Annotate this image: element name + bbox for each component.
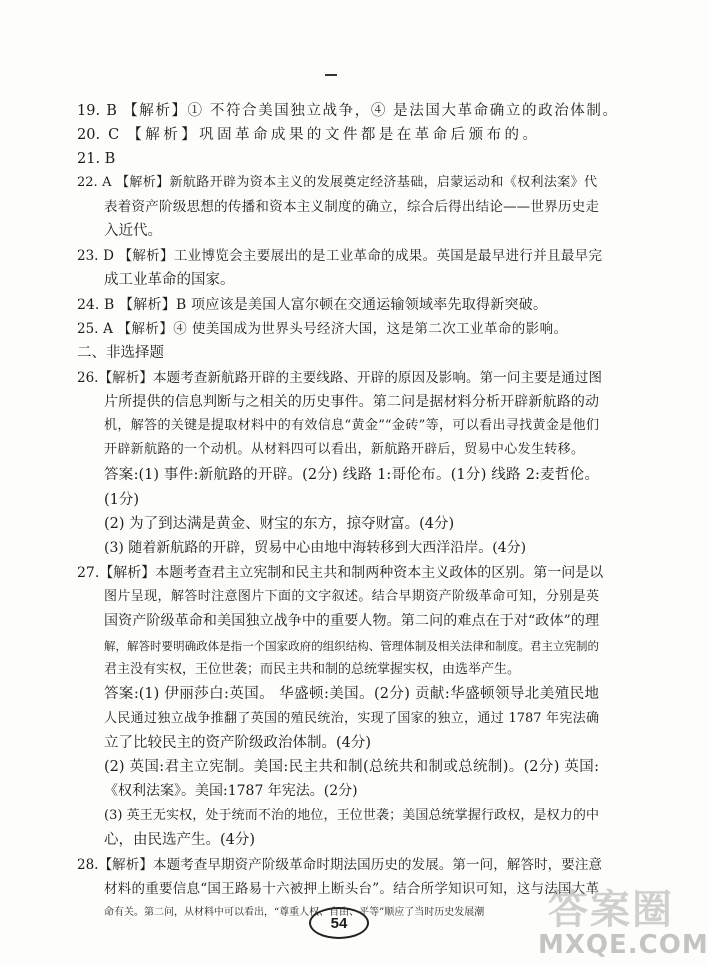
text-line-17: (1分) xyxy=(104,492,140,508)
text-line-32: 28.【解析】本题考查早期资产阶级革命时期法国历史的发展。第一问，解答时，要注意 xyxy=(77,857,602,873)
text-line-34: 命有关。第二问，从材料中可以看出，“尊重人权、自由、平等”顺应了当时历史发展潮 xyxy=(104,907,485,918)
text-line-1: 19. B 【解析】① 不符合美国独立战争，④ 是法国大革命确立的政治体制。 xyxy=(77,103,617,119)
text-line-19: (3) 随着新航路的开辟，贸易中心由地中海转移到大西洋沿岸。(4分) xyxy=(104,540,527,556)
text-line-29: 《权利法案》。美国:1787 年宪法。(2分) xyxy=(104,783,358,799)
text-line-6: 入近代。 xyxy=(104,223,162,239)
text-line-31: 心，由民选产生。(4分) xyxy=(104,832,256,848)
text-line-3: 21. B xyxy=(77,151,116,167)
text-line-20: 27.【解析】本题考查君主立宪制和民主共和制两种资本主义政体的区别。第一问是以 xyxy=(77,565,604,581)
text-line-2: 20. C 【解析】巩固革命成果的文件都是在革命后颁布的。 xyxy=(77,127,537,143)
text-line-11: 二、非选择题 xyxy=(77,345,164,361)
text-line-8: 成工业革命的国家。 xyxy=(104,272,235,288)
watermark-logo: 答案圈 xyxy=(548,887,674,933)
text-line-21: 图片呈现，解答时注意图片下面的文字叙述。结合早期资产阶级革命可知，分别是英 xyxy=(104,589,599,604)
page-number: 54 xyxy=(309,907,369,939)
watermark-url: MXQE.COM xyxy=(538,930,709,960)
text-line-16: 答案:(1) 事件:新航路的开辟。(2分) 线路 1:哥伦布。(1分) 线路 2:麦哲伦。 xyxy=(104,467,599,483)
text-line-18: (2) 为了到达满是黄金、财宝的东方，掠夺财富。(4分) xyxy=(104,516,455,532)
text-line-14: 机，解答的关键是提取材料中的有效信息“黄金”“金砖”等，可以看出寻找黄金是他们 xyxy=(104,418,599,433)
text-line-13: 片所提供的信息判断与之相关的历史事件。第二问是据材料分析开辟新航路的动 xyxy=(104,394,599,410)
text-line-33: 材料的重要信息“国王路易十六被押上断头台”。结合所学知识可知，这与法国大革 xyxy=(104,881,599,897)
text-line-22: 国资产阶级革命和美国独立战争中的重要人物。第二问的难点在于对“政体”的理 xyxy=(104,613,599,629)
text-line-23: 解，解答时要明确政体是指一个国家政府的组织结构、管理体制及相关法律和制度。君主立宪制的 xyxy=(104,639,599,653)
text-line-28: (2) 英国:君主立宪制。美国:民主共和制(总统共和制或总统制)。(2分) 英国: xyxy=(104,759,599,775)
text-line-12: 26.【解析】本题考查新航路开辟的主要线路、开辟的原因及影响。第一问主要是通过图 xyxy=(77,370,602,386)
text-line-25: 答案:(1) 伊丽莎白:英国。 华盛顿:美国。(2分) 贡献:华盛顿领导北美殖民地 xyxy=(104,686,599,702)
text-line-9: 24. B 【解析】B 项应该是美国人富尔顿在交通运输领域率先取得新突破。 xyxy=(77,297,547,313)
text-line-5: 表着资产阶级思想的传播和资本主义制度的确立，综合后得出结论——世界历史走 xyxy=(104,199,599,215)
header-mark xyxy=(325,74,337,76)
text-line-26: 人民通过独立战争推翻了英国的殖民统治，实现了国家的独立，通过 1787 年宪法确 xyxy=(104,711,599,726)
text-line-30: (3) 英王无实权，处于统而不治的地位，王位世袭；美国总统掌握行政权，是权力的中 xyxy=(104,808,599,823)
text-line-10: 25. A 【解析】④ 使美国成为世界头号经济大国，这是第二次工业革命的影响。 xyxy=(77,321,567,337)
text-line-15: 开辟新航路的一个动机。从材料四可以看出，新航路开辟后，贸易中心发生转移。 xyxy=(104,442,584,457)
text-line-7: 23. D 【解析】工业博览会主要展出的是工业革命的成果。英国是最早进行并且最早完 xyxy=(77,248,602,264)
text-line-27: 立了比较民主的资产阶级政治体制。(4分) xyxy=(104,735,372,751)
text-line-24: 君主没有实权，王位世袭；而民主共和制的总统掌握实权，由选举产生。 xyxy=(104,662,521,677)
text-line-4: 22. A 【解析】新航路开辟为资本主义的发展奠定经济基础，启蒙运动和《权利法案》代 xyxy=(77,175,597,190)
